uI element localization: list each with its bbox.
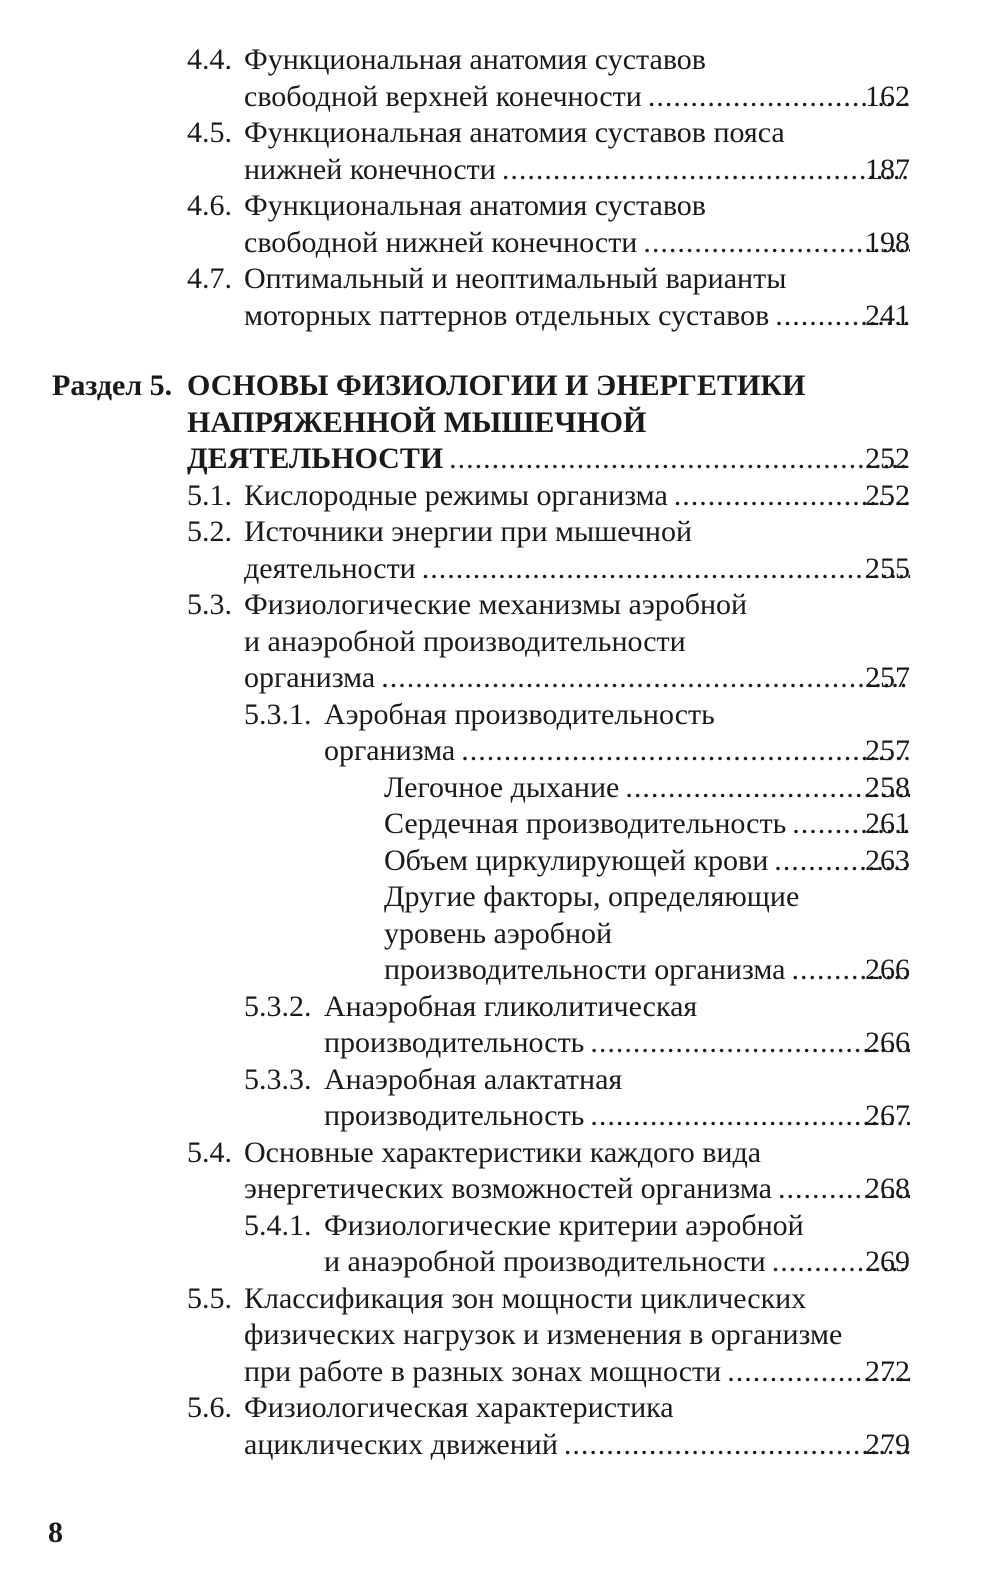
entry-title: Функциональная анатомия суставов: [244, 189, 706, 222]
entry-page: 162: [865, 79, 910, 113]
entry-title: уровень аэробной: [384, 916, 613, 950]
entry-title: Классификация зон мощности циклических: [244, 1281, 807, 1315]
entry-title: производительности организма: [384, 953, 786, 986]
leader-dots: [461, 733, 910, 770]
entry-page: 267: [865, 1099, 910, 1132]
leader-dots: [502, 152, 910, 189]
entry-page: 257: [865, 661, 910, 694]
entry-number: 5.3.3.: [244, 1062, 312, 1096]
entry-title: Физиологические критерии аэробной: [324, 1208, 804, 1242]
section-title: НАПРЯЖЕННОЙ МЫШЕЧНОЙ: [187, 405, 647, 439]
entry-number: 5.4.: [187, 1135, 232, 1169]
leader-dots: [590, 1098, 910, 1135]
entry-title: производительность: [324, 1099, 585, 1132]
toc-entry-5-5-cont: [0, 1317, 1000, 1354]
entry-page: 252: [865, 442, 910, 475]
entry-page: 269: [865, 1245, 910, 1278]
toc-entry-5-3-3: [0, 1062, 1000, 1099]
toc-entry-5-6-cont: [0, 1427, 1000, 1464]
entry-number: 5.3.1.: [244, 697, 312, 731]
leader-dots: [449, 441, 910, 478]
entry-title: Физиологическая характеристика: [244, 1391, 674, 1424]
toc-entry-5-3-2-cont: [0, 1025, 1000, 1062]
entry-title: Другие факторы, определяющие: [384, 880, 800, 913]
section-5-heading: [0, 368, 1000, 405]
toc-entry-5-4: [0, 1135, 1000, 1172]
entry-title: Аэробная производительность: [324, 697, 715, 731]
entry-page: 266: [865, 953, 910, 986]
toc-subentry-cardiac-output: [0, 806, 1000, 843]
leader-dots: [422, 551, 910, 588]
toc-entry-5-3: [0, 587, 1000, 624]
toc-entry-5-3-3-cont: [0, 1098, 1000, 1135]
entry-page: 272: [865, 1354, 910, 1388]
entry-number: 5.4.1.: [244, 1208, 312, 1242]
entry-page: 241: [865, 298, 910, 332]
toc-entry-5-3-cont: [0, 660, 1000, 697]
entry-number: 4.7.: [187, 262, 232, 295]
toc-entry-4-6: [0, 188, 1000, 225]
entry-title: моторных паттернов отдельных суставов: [244, 298, 770, 332]
toc-entry-5-4-cont: [0, 1171, 1000, 1208]
toc-entry-5-2-cont: [0, 551, 1000, 588]
entry-page: 268: [865, 1172, 910, 1205]
entry-title: энергетических возможностей организма: [244, 1172, 772, 1205]
entry-title: Источники энергии при мышечной: [244, 515, 693, 548]
toc-subentry-other-factors-cont: [0, 916, 1000, 953]
entry-title: Кислородные режимы организма: [244, 478, 668, 512]
toc-entry-5-3-1: [0, 697, 1000, 734]
page-number: 8: [48, 1516, 63, 1549]
toc-subentry-lung-breathing: [0, 770, 1000, 807]
entry-title: Легочное дыхание: [384, 770, 620, 804]
entry-title: Объем циркулирующей крови: [384, 843, 769, 877]
entry-number: 4.4.: [187, 43, 232, 76]
toc-entry-4-7: [0, 261, 1000, 298]
toc-subentry-other-factors: [0, 879, 1000, 916]
entry-number: 4.6.: [187, 189, 232, 222]
toc-entry-5-5: [0, 1281, 1000, 1318]
toc-entry-5-3-1-cont: [0, 733, 1000, 770]
toc-entry-5-3-2: [0, 989, 1000, 1026]
entry-page: 279: [865, 1427, 910, 1461]
entry-number: 5.5.: [187, 1281, 232, 1315]
entry-number: 5.3.: [187, 588, 232, 621]
toc-entry-4-5: [0, 115, 1000, 152]
entry-page: 266: [865, 1026, 910, 1059]
entry-title: при работе в разных зонах мощности: [244, 1354, 722, 1388]
toc-entry-5-6: [0, 1390, 1000, 1427]
entry-title: Функциональная анатомия суставов пояса: [244, 116, 785, 149]
toc-subentry-other-factors-cont: [0, 952, 1000, 989]
entry-title: организма: [324, 734, 456, 767]
entry-page: 252: [865, 478, 910, 512]
entry-title: Анаэробная алактатная: [324, 1062, 623, 1096]
entry-title: Основные характеристики каждого вида: [244, 1135, 762, 1169]
entry-title: Физиологические механизмы аэробной: [244, 588, 748, 621]
entry-number: 5.1.: [187, 478, 232, 512]
leader-dots: [381, 660, 910, 697]
entry-title: Анаэробная гликолитическая: [324, 989, 698, 1023]
entry-title: и анаэробной производительности: [324, 1245, 766, 1278]
entry-number: 5.3.2.: [244, 989, 312, 1023]
entry-title: и анаэробной производительности: [244, 624, 686, 658]
leader-dots: [590, 1025, 910, 1062]
entry-page: 187: [865, 152, 910, 186]
entry-title: деятельности: [244, 551, 416, 585]
section-5-heading-cont: [0, 405, 1000, 442]
entry-number: 5.6.: [187, 1391, 232, 1424]
toc-entry-4-4: [0, 42, 1000, 79]
toc-entry-5-2: [0, 514, 1000, 551]
toc-entry-4-4-cont: [0, 79, 1000, 116]
entry-title: нижней конечности: [244, 152, 496, 186]
toc-entry-4-7-cont: [0, 298, 1000, 335]
entry-title: Функциональная анатомия суставов: [244, 43, 706, 76]
entry-title: организма: [244, 661, 376, 694]
toc-entry-4-5-cont: [0, 152, 1000, 189]
entry-title: Оптимальный и неоптимальный варианты: [244, 262, 787, 295]
toc-entry-5-4-1-cont: [0, 1244, 1000, 1281]
toc-entry-5-1: [0, 478, 1000, 515]
leader-dots: [564, 1427, 910, 1464]
toc-entry-5-3-cont: [0, 624, 1000, 661]
entry-title: свободной верхней конечности: [244, 79, 642, 113]
table-of-contents: [0, 42, 1000, 1463]
entry-page: 255: [865, 551, 910, 585]
section-spacer: [0, 334, 1000, 368]
entry-title: ациклических движений: [244, 1427, 558, 1461]
section-title: ОСНОВЫ ФИЗИОЛОГИИ И ЭНЕРГЕТИКИ: [187, 369, 806, 402]
section-title: ДЕЯТЕЛЬНОСТИ: [187, 442, 444, 475]
toc-entry-4-6-cont: [0, 225, 1000, 262]
entry-page: 263: [865, 843, 910, 877]
entry-title: Сердечная производительность: [384, 807, 787, 840]
toc-subentry-blood-volume: [0, 843, 1000, 880]
toc-entry-5-5-cont: [0, 1354, 1000, 1391]
entry-page: 257: [865, 734, 910, 767]
entry-number: 5.2.: [187, 515, 232, 548]
section-label: Раздел 5.: [52, 369, 173, 402]
entry-page: 198: [865, 225, 910, 259]
entry-title: производительность: [324, 1026, 585, 1059]
entry-title: физических нагрузок и изменения в организме: [244, 1318, 843, 1351]
entry-page: 258: [865, 770, 910, 804]
entry-number: 4.5.: [187, 116, 232, 149]
entry-title: свободной нижней конечности: [244, 225, 638, 259]
section-5-heading-cont: [0, 441, 1000, 478]
toc-entry-5-4-1: [0, 1208, 1000, 1245]
entry-page: 261: [865, 807, 910, 840]
